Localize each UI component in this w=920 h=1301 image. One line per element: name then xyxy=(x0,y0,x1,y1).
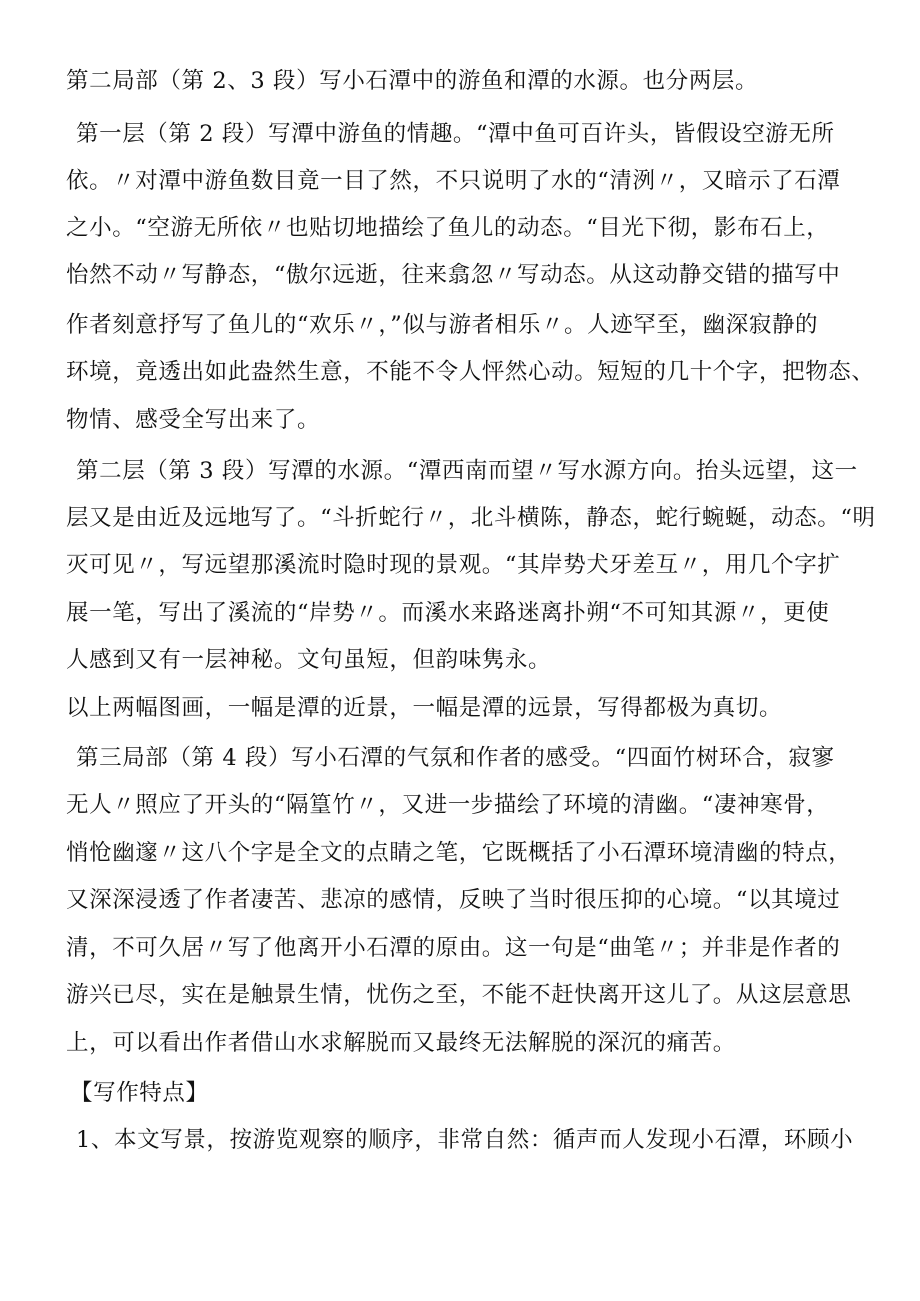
text-line: 第三局部（第 4 段）写小石潭的气氛和作者的感受。“四面竹树环合，寂寥 xyxy=(76,745,835,771)
text-line: 物情、感受全写出来了。 xyxy=(66,407,321,433)
text-line: 第一层（第 2 段）写潭中游鱼的情趣。“潭中鱼可百许头，皆假设空游无所 xyxy=(76,121,835,147)
text-line: 又深深浸透了作者凄苦、悲凉的感情，反映了当时很压抑的心境。“以其境过 xyxy=(66,887,841,913)
text-line: 第二局部（第 2、3 段）写小石潭中的游鱼和潭的水源。也分两层。 xyxy=(66,68,759,94)
text-line: 以上两幅图画，一幅是潭的近景，一幅是潭的远景，写得都极为真切。 xyxy=(66,695,783,721)
text-line: 展一笔，写出了溪流的“岸势〃。而溪水来路迷离扑朔“不可知其源〃，更使 xyxy=(66,600,830,626)
text-line: 灭可见〃，写远望那溪流时隐时现的景观。“其岸势犬牙差互〃，用几个字扩 xyxy=(66,552,841,578)
text-line: 人感到又有一层神秘。文句虽短，但韵味隽永。 xyxy=(66,647,552,673)
text-line: 1、本文写景，按游览观察的顺序，非常自然：循声而人发现小石潭，环顾小 xyxy=(76,1127,854,1153)
section-heading: 【写作特点】 xyxy=(70,1080,209,1106)
text-line: 游兴已尽，实在是触景生情，忧伤之至，不能不赶快离开这儿了。从这层意思 xyxy=(66,982,852,1008)
text-line: 之小。“空游无所依〃也贴切地描绘了鱼儿的动态。“目光下彻，影布石上， xyxy=(66,215,830,241)
text-line: 悄怆幽邃〃这八个字是全文的点睛之笔，它既概括了小石潭环境清幽的特点， xyxy=(66,840,852,866)
text-line: 依。〃对潭中游鱼数目竟一目了然，不只说明了水的“清洌〃，又暗示了石潭 xyxy=(66,168,841,194)
text-line: 第二层（第 3 段）写潭的水源。“潭西南而望〃写水源方向。抬头远望，这一 xyxy=(76,458,858,484)
text-line: 层又是由近及远地写了。“斗折蛇行〃，北斗横陈，静态，蛇行蜿蜒，动态。“明 xyxy=(66,505,876,531)
text-line: 无人〃照应了开头的“隔篁竹〃，又进一步描绘了环境的清幽。“凄神寒骨， xyxy=(66,792,830,818)
text-line: 怡然不动〃写静态，“傲尔远逝，往来翕忽〃写动态。从这动静交错的描写中 xyxy=(66,262,841,288)
text-line: 清，不可久居〃写了他离开小石潭的原由。这一句是“曲笔〃；并非是作者的 xyxy=(66,935,841,961)
text-line: 环境，竟透出如此盎然生意，不能不令人怦然心动。短短的几十个字，把物态、 xyxy=(66,359,875,385)
text-line: 作者刻意抒写了鱼儿的“欢乐〃，”似与游者相乐〃。人迹罕至，幽深寂静的 xyxy=(66,312,819,338)
text-line: 上，可以看出作者借山水求解脱而又最终无法解脱的深沉的痛苦。 xyxy=(66,1030,736,1056)
